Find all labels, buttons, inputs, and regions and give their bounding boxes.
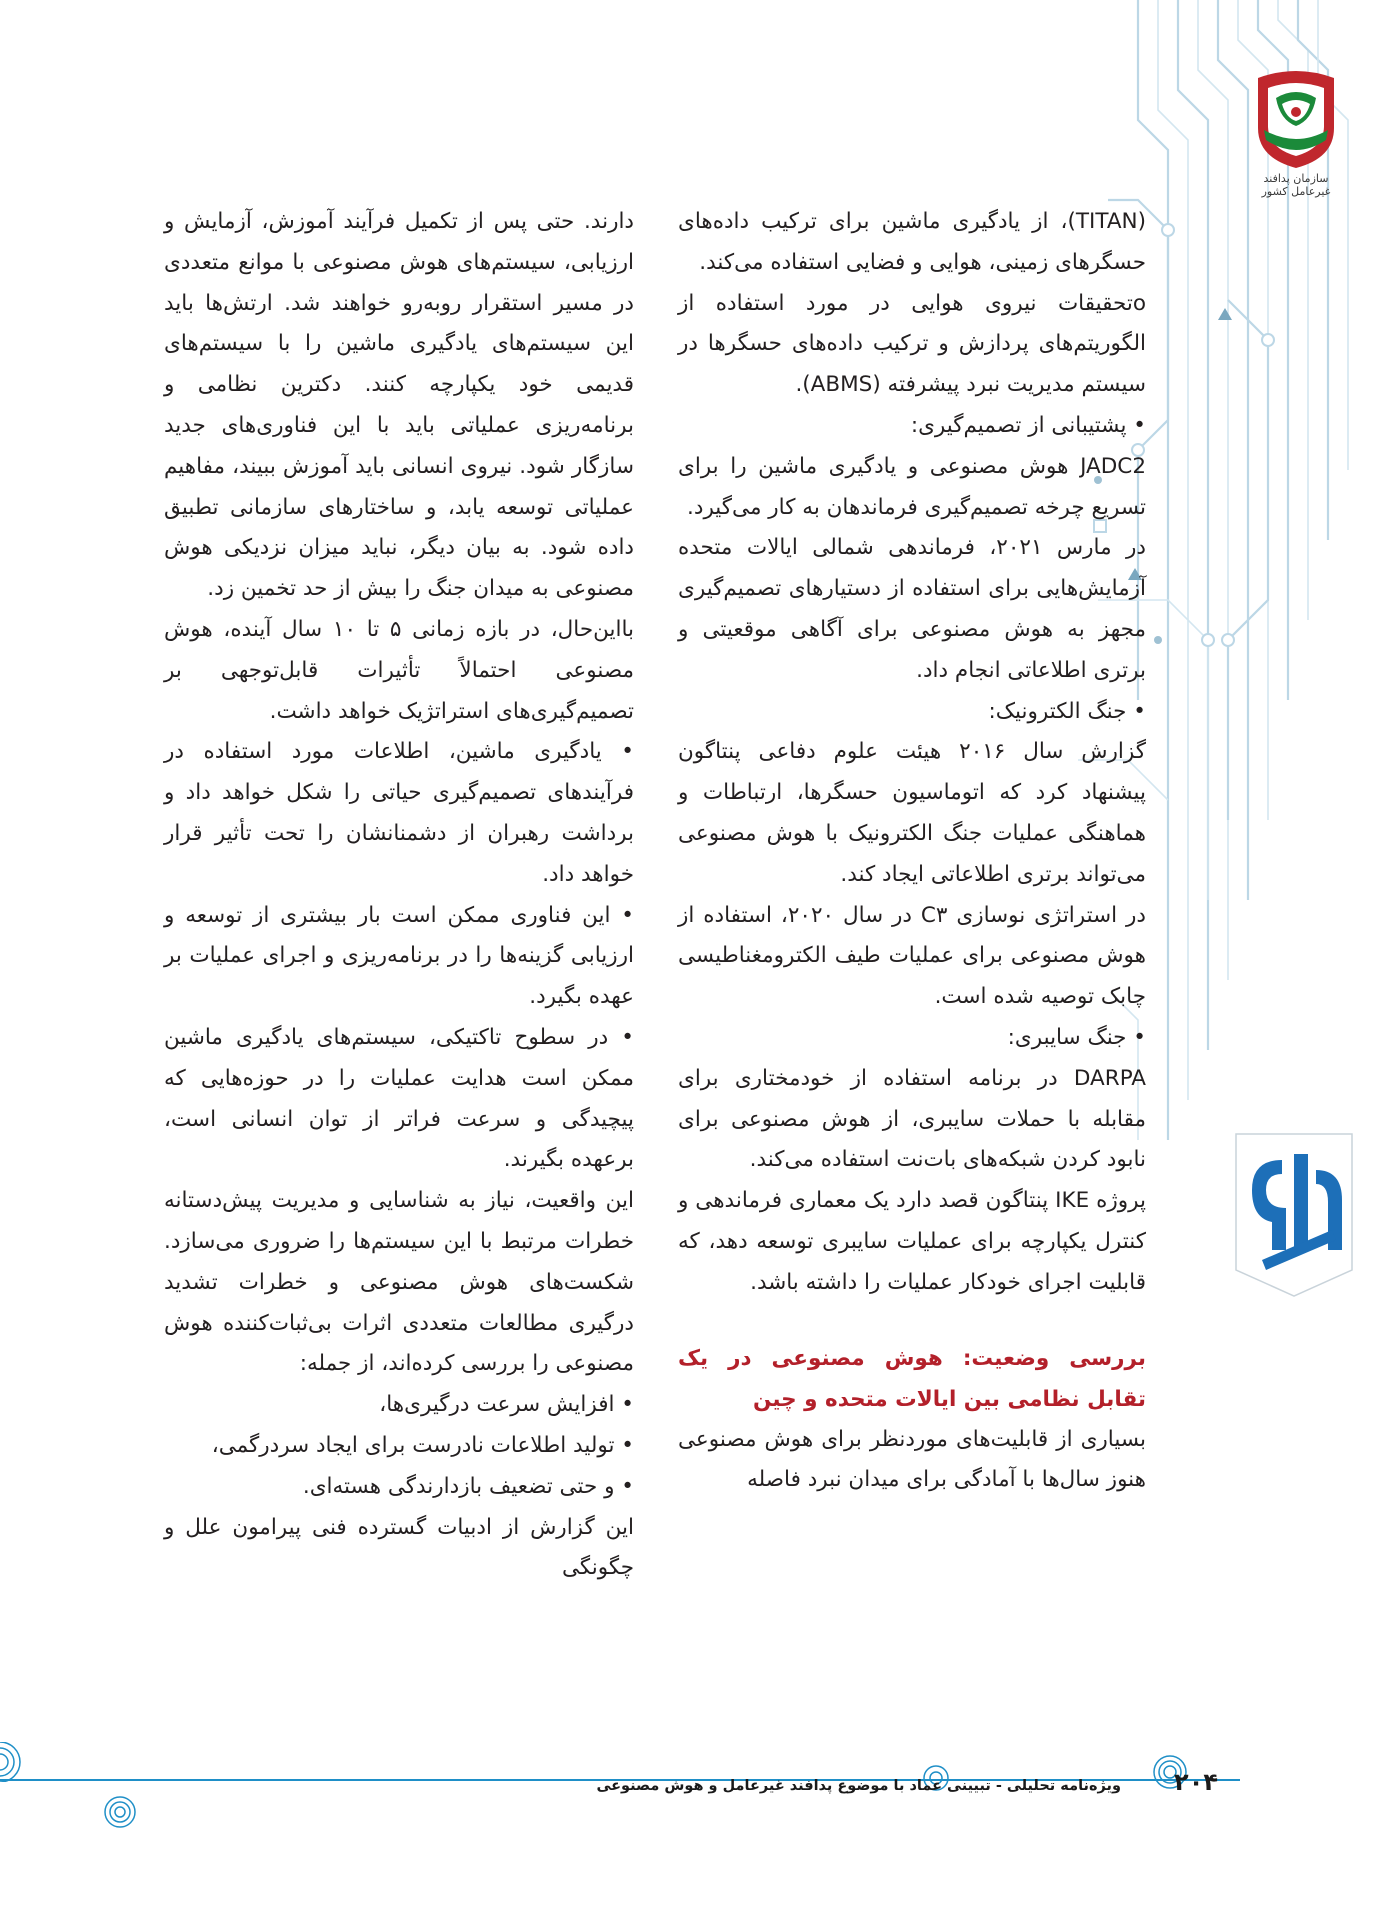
paragraph: DARPA در برنامه استفاده از خودمختاری برای مقابله با حملات سایبری، از هوش مصنوعی برای نابود کردن شبکه‌های بات‌نت استفاده می‌کند. (678, 1065, 1146, 1173)
section-title: بررسی وضعیت: هوش مصنوعی در یک تقابل نظامی بین ایالات متحده و چین (678, 1345, 1146, 1412)
bullet-item: • پشتیبانی از تصمیم‌گیری: (678, 406, 1146, 447)
right-column (678, 202, 1146, 1501)
bullet-item: • یادگیری ماشین، اطلاعات مورد استفاده در فرآیندهای تصمیم‌گیری حیاتی را شکل خواهد داد و برداشت رهبران از دشمنانشان را تحت تأثیر قرار خواهد داد. (164, 732, 634, 895)
paragraph: دارند. حتی پس از تکمیل فرآیند آموزش، آزمایش و ارزیابی، سیستم‌های هوش مصنوعی با موانع متعددی در مسیر استقرار روبه‌رو خواهند شد. ارتش‌ها باید این سیستم‌های یادگیری ماشین را با سیستم‌های قدیمی خود یکپارچه کنند. دکترین نظامی و برنامه‌ریزی عملیاتی باید با این فناوری‌های جدید سازگار شود. نیروی انسانی باید آموزش ببیند، مفاهیم عملیاتی توسعه یابد، و ساختارهای سازمانی تطبیق داده شود. به بیان دیگر، نباید میزان نزدیکی هوش مصنوعی به میدان جنگ را بیش از حد تخمین زد. (164, 209, 634, 602)
paragraph: در استراتژی نوسازی C۳ در سال ۲۰۲۰، استفاده از هوش مصنوعی برای عملیات طیف الکترومغناطیسی چابک توصیه شده است. (678, 902, 1146, 1010)
paragraph: (TITAN)، از یادگیری ماشین برای ترکیب داده‌های حسگرهای زمینی، هوایی و فضایی استفاده می‌کند. (678, 209, 1146, 275)
emad-emblem-icon (1232, 1130, 1356, 1300)
bullet-item: • تولید اطلاعات نادرست برای ایجاد سردرگمی، (164, 1426, 634, 1467)
bullet-item: • جنگ الکترونیک: (678, 692, 1146, 733)
swirl-icon (0, 1742, 26, 1782)
paragraph: این واقعیت، نیاز به شناسایی و مدیریت پیش‌دستانه خطرات مرتبط با این سیستم‌ها را ضروری می‌سازد. شکست‌های هوش مصنوعی و خطرات تشدید درگیری مطالعات متعددی اثرات بی‌ثبات‌کننده هوش مصنوعی را بررسی کرده‌اند، از جمله: (164, 1188, 634, 1377)
paragraph: پروژه IKE پنتاگون قصد دارد یک معماری فرماندهی و کنترل یکپارچه برای عملیات سایبری توسعه دهد، که قابلیت اجرای خودکار عملیات را داشته باشد. (678, 1188, 1146, 1295)
bullet-item: • در سطوح تاکتیکی، سیستم‌های یادگیری ماشین ممکن است هدایت عملیات را در حوزه‌هایی که پیچیدگی و سرعت فراتر از توان انسانی است، برعهده بگیرند. (164, 1018, 634, 1181)
bullet-item: • و حتی تضعیف بازدارندگی هسته‌ای. (164, 1467, 634, 1508)
paragraph: JADC2 هوش مصنوعی و یادگیری ماشین را برای تسریع چرخه تصمیم‌گیری فرماندهان به کار می‌گیرد. (678, 453, 1146, 520)
bullet-item: • جنگ سایبری: (678, 1018, 1146, 1059)
paragraph: گزارش سال ۲۰۱۶ هیئت علوم دفاعی پنتاگون پیشنهاد کرد که اتوماسیون حسگرها، ارتباطات و هماهنگی عملیات جنگ الکترونیک با هوش مصنوعی می‌تواند برتری اطلاعاتی ایجاد کند. (678, 739, 1147, 887)
paragraph: بسیاری از قابلیت‌های موردنظر برای هوش مصنوعی هنوز سال‌ها با آمادگی برای میدان نبرد فاصله (678, 1426, 1146, 1493)
bullet-item: • این فناوری ممکن است بار بیشتری از توسعه و ارزیابی گزینه‌ها را در برنامه‌ریزی و اجرای عملیات بر عهده بگیرد. (164, 896, 634, 1018)
swirl-icon (100, 1792, 140, 1832)
page-number: ۲۰۴ (1174, 1768, 1218, 1796)
footer-caption: ویژه‌نامه تحلیلی - تبیینی عماد با موضوع پدافند غیرعامل و هوش مصنوعی (596, 1778, 1121, 1794)
org-name: سازمان پدافند غیرعامل کشور (1261, 172, 1331, 198)
paragraph: oتحقیقات نیروی هوایی در مورد استفاده از الگوریتم‌های پردازش و ترکیب داده‌های حسگرها در سیستم مدیریت نبرد پیشرفته (ABMS). (678, 290, 1146, 398)
paragraph: بااین‌حال، در بازه زمانی ۵ تا ۱۰ سال آینده، هوش مصنوعی احتمالاً تأثیرات قابل‌توجهی بر تصمیم‌گیری‌های استراتژیک خواهد داشت. (164, 616, 634, 724)
org-emblem-icon (1246, 68, 1346, 172)
left-column (164, 202, 634, 1589)
org-logo (1246, 68, 1346, 198)
emad-logo (1232, 1130, 1356, 1300)
paragraph: این گزارش از ادبیات گسترده فنی پیرامون علل و چگونگی (164, 1514, 634, 1581)
paragraph: در مارس ۲۰۲۱، فرماندهی شمالی ایالات متحده آزمایش‌هایی برای استفاده از دستیارهای تصمیم‌گیری مجهز به هوش مصنوعی برای آگاهی موقعیتی و برتری اطلاعاتی انجام داد. (678, 535, 1147, 683)
bullet-item: • افزایش سرعت درگیری‌ها، (164, 1385, 634, 1426)
